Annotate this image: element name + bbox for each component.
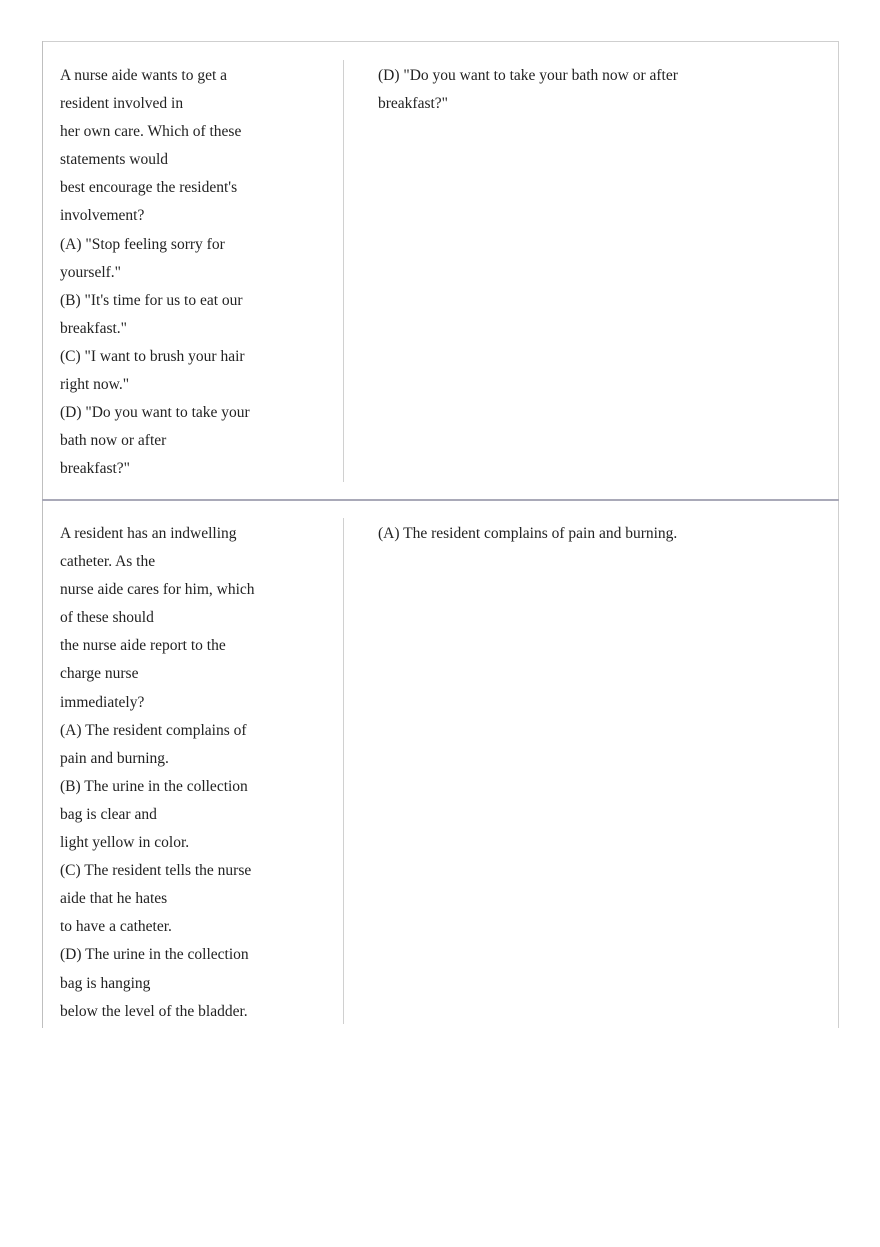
flashcard-1 [42,41,839,500]
flashcard-2 [42,500,839,1028]
flashcard-1-question: A nurse aide wants to get a resident involved in her own care. Which of these statements would best encourage the resident's involvement? (A) "Stop feeling sorry for yourself." (B) "It's time for us to eat our breakfast." (C) "I want to brush your hair right now." (D) "Do you want to take your bath now or after breakfast?" [60,67,250,478]
flashcard-2-answer: (A) The resident complains of pain and burning. [378,525,678,542]
flashcard-1-column-divider [343,60,344,482]
flashcard-2-column-divider [343,518,344,1024]
flashcard-1-answer: (D) "Do you want to take your bath now or after breakfast?" [378,67,678,113]
flashcard-2-question: A resident has an indwelling catheter. As the nurse aide cares for him, which of these should the nurse aide report to the charge nurse immediately? (A) The resident complains of pain and burning. (B) The urine in the collection bag is clear and light yellow in color. (C) The resident tells the nurse aide that he hates to have a catheter. (D) The urine in the collection bag is hanging below the level of the bladder. [60,525,255,1020]
flashcard-sheet [42,41,839,1028]
